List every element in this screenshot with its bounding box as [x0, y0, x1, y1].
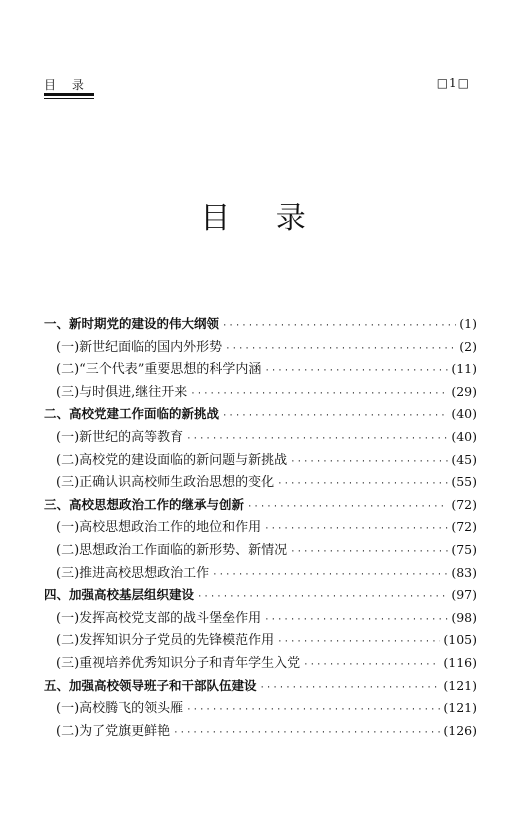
- toc-entry-page: (105): [443, 632, 477, 648]
- dot-leader: [190, 383, 448, 406]
- toc-entry-page: (40): [451, 428, 477, 444]
- toc-entry-page: (97): [451, 587, 477, 603]
- toc-section-entry: [44, 720, 477, 743]
- toc-entry-label: (一)新世纪的高等教育: [56, 429, 184, 445]
- toc-entry-page: (29): [451, 383, 477, 399]
- toc-entry-page: (121): [443, 700, 477, 716]
- toc-entry-label: 四、加强高校基层组织建设: [44, 587, 195, 603]
- dot-leader: [277, 473, 448, 496]
- toc-entry-page: (40): [451, 406, 477, 422]
- dot-leader: [222, 315, 456, 338]
- page-title: 目 录: [200, 201, 324, 236]
- toc-chapter-entry: [44, 584, 477, 607]
- toc-section-entry: [44, 539, 477, 562]
- toc-entry-label: (二)高校党的建设面临的新问题与新挑战: [56, 452, 288, 468]
- toc-chapter-entry: [44, 403, 477, 426]
- toc-entry-page: (98): [451, 609, 477, 625]
- toc-section-entry: [44, 562, 477, 585]
- toc-entry-label: (一)高校思想政治工作的地位和作用: [56, 520, 262, 536]
- toc-entry-label: (一)新世纪面临的国内外形势: [56, 339, 223, 355]
- toc-entry-page: (121): [443, 677, 477, 693]
- toc-entry-label: 五、加强高校领导班子和干部队伍建设: [44, 677, 257, 693]
- toc-entry-page: (83): [451, 564, 477, 580]
- toc-section-entry: [44, 607, 477, 630]
- toc-section-entry: [44, 358, 477, 381]
- toc-section-entry: [44, 629, 477, 652]
- toc-section-entry: [44, 652, 477, 675]
- page-number: □1□: [436, 76, 470, 90]
- toc-chapter-entry: [44, 494, 477, 517]
- dot-leader: [225, 338, 456, 361]
- table-of-contents: [44, 313, 477, 742]
- dot-leader: [277, 631, 440, 654]
- header-rule-thick: [44, 93, 94, 96]
- toc-entry-label: (三)重视培养优秀知识分子和青年学生入党: [56, 655, 301, 671]
- dot-leader: [173, 722, 440, 745]
- toc-section-entry: [44, 426, 477, 449]
- dot-leader: [222, 405, 448, 428]
- dot-leader: [290, 451, 448, 474]
- toc-chapter-entry: [44, 313, 477, 336]
- toc-entry-page: (72): [451, 519, 477, 535]
- toc-entry-label: (二)发挥知识分子党员的先锋模范作用: [56, 633, 275, 649]
- toc-section-entry: [44, 336, 477, 359]
- toc-chapter-entry: [44, 675, 477, 698]
- toc-entry-label: (一)发挥高校党支部的战斗堡垒作用: [56, 610, 262, 626]
- toc-entry-page: (45): [451, 451, 477, 467]
- running-header: [44, 76, 470, 102]
- toc-entry-label: 一、新时期党的建设的伟大纲领: [44, 316, 220, 331]
- header-rule-thin: [44, 98, 94, 99]
- toc-entry-label: (一)高校腾飞的领头雁: [56, 701, 184, 717]
- toc-entry-page: (1): [459, 316, 477, 331]
- dot-leader: [260, 677, 441, 700]
- toc-section-entry: [44, 516, 477, 539]
- dot-leader: [186, 699, 440, 722]
- toc-entry-page: (2): [459, 338, 477, 354]
- toc-section-entry: [44, 697, 477, 720]
- toc-entry-label: (三)与时俱进,继往开来: [56, 384, 188, 400]
- dot-leader: [264, 518, 448, 541]
- toc-entry-label: 二、高校党建工作面临的新挑战: [44, 406, 220, 422]
- toc-entry-page: (55): [451, 474, 477, 490]
- toc-section-entry: [44, 381, 477, 404]
- dot-leader: [290, 541, 448, 564]
- dot-leader: [303, 654, 440, 677]
- dot-leader: [212, 564, 448, 587]
- dot-leader: [186, 428, 448, 451]
- toc-entry-label: (二)“三个代表”重要思想的科学内涵: [56, 362, 262, 378]
- toc-entry-label: (二)为了党旗更鲜艳: [56, 723, 171, 739]
- toc-entry-label: 三、高校思想政治工作的继承与创新: [44, 496, 245, 512]
- toc-entry-page: (72): [451, 496, 477, 512]
- toc-section-entry: [44, 449, 477, 472]
- toc-entry-page: (116): [443, 654, 477, 670]
- toc-entry-label: (三)推进高校思想政治工作: [56, 565, 210, 581]
- toc-entry-page: (126): [443, 722, 477, 738]
- dot-leader: [197, 586, 448, 609]
- toc-entry-label: (二)思想政治工作面临的新形势、新情况: [56, 542, 288, 558]
- toc-entry-page: (75): [451, 541, 477, 557]
- toc-section-entry: [44, 471, 477, 494]
- dot-leader: [264, 609, 448, 632]
- toc-entry-page: (11): [451, 361, 477, 377]
- toc-entry-label: (三)正确认识高校师生政治思想的变化: [56, 475, 275, 491]
- dot-leader: [264, 360, 448, 383]
- dot-leader: [247, 496, 448, 519]
- running-header-title: 目 录: [44, 78, 90, 92]
